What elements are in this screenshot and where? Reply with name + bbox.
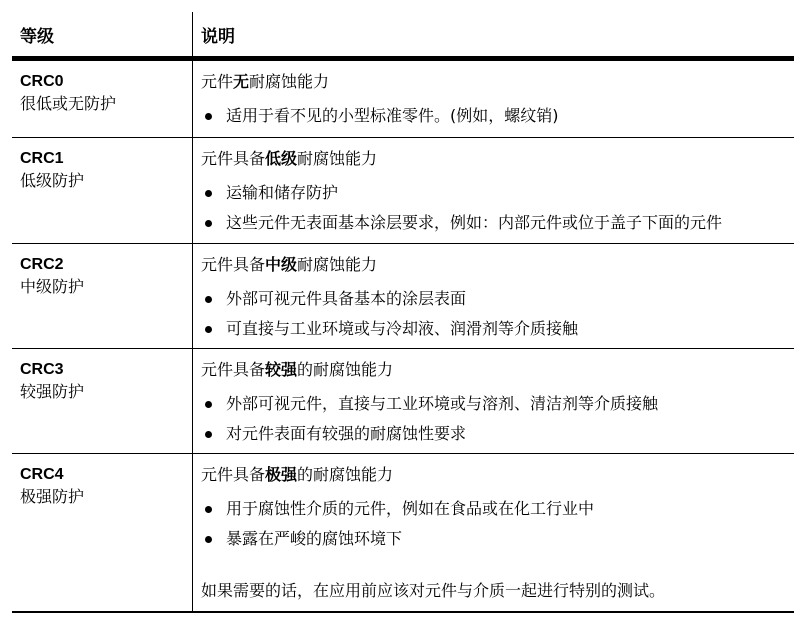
grade-subtitle: 低级防护 [20,171,85,190]
table-row [12,454,794,613]
grade-cell [12,138,193,243]
description-lead: 元件具备低级耐腐蚀能力 [201,149,378,168]
bullet-dot-icon [205,296,212,303]
list-item: 外部可视元件，直接与工业环境或与溶剂、清洁剂等介质接触 [201,389,794,419]
table-row [12,244,794,349]
list-item: 对元件表面有较强的耐腐蚀性要求 [201,419,794,449]
description-cell [193,61,794,137]
description-lead: 元件具备较强的耐腐蚀能力 [201,360,394,379]
bullet-dot-icon [205,506,212,513]
list-item: 运输和储存防护 [201,178,794,208]
bullet-dot-icon [205,431,212,438]
bullet-dot-icon [205,401,212,408]
description-lead: 元件具备中级耐腐蚀能力 [201,255,378,274]
grade-subtitle: 很低或无防护 [20,94,117,113]
list-item: 适用于看不见的小型标准零件。(例如，螺纹销) [201,101,794,131]
grade-subtitle: 较强防护 [20,382,85,401]
header-grade: 等级 [12,12,193,56]
grade-code: CRC1 [20,150,64,167]
bullet-dot-icon [205,220,212,227]
grade-code: CRC4 [20,466,64,483]
header-description: 说明 [201,26,235,47]
bullet-dot-icon [205,190,212,197]
grade-subtitle: 中级防护 [20,277,85,296]
list-item: 用于腐蚀性介质的元件，例如在食品或在化工行业中 [201,494,794,524]
description-lead: 元件无耐腐蚀能力 [201,72,330,91]
description-cell [193,454,794,611]
grade-subtitle: 极强防护 [20,487,85,506]
bullet-dot-icon [205,536,212,543]
list-item: 这些元件无表面基本涂层要求，例如：内部元件或位于盖子下面的元件 [201,208,794,238]
bullet-dot-icon [205,113,212,120]
description-cell [193,349,794,453]
grade-cell [12,454,193,611]
table-row [12,138,794,244]
test-note: 如果需要的话，在应用前应该对元件与介质一起进行特别的测试。 [201,581,666,600]
list-item: 暴露在严峻的腐蚀环境下 [201,524,794,554]
grade-cell [12,61,193,137]
list-item: 外部可视元件具备基本的涂层表面 [201,284,794,314]
corrosion-class-table [12,12,794,613]
list-item: 可直接与工业环境或与冷却液、润滑剂等介质接触 [201,314,794,344]
description-cell [193,138,794,243]
table-row [12,349,794,454]
description-cell [193,244,794,348]
grade-cell [12,244,193,348]
table-header [12,12,794,61]
grade-cell [12,349,193,453]
grade-code: CRC0 [20,73,64,90]
bullet-dot-icon [205,326,212,333]
description-lead: 元件具备极强的耐腐蚀能力 [201,465,394,484]
grade-code: CRC3 [20,361,64,378]
table-row [12,61,794,138]
grade-code: CRC2 [20,256,64,273]
